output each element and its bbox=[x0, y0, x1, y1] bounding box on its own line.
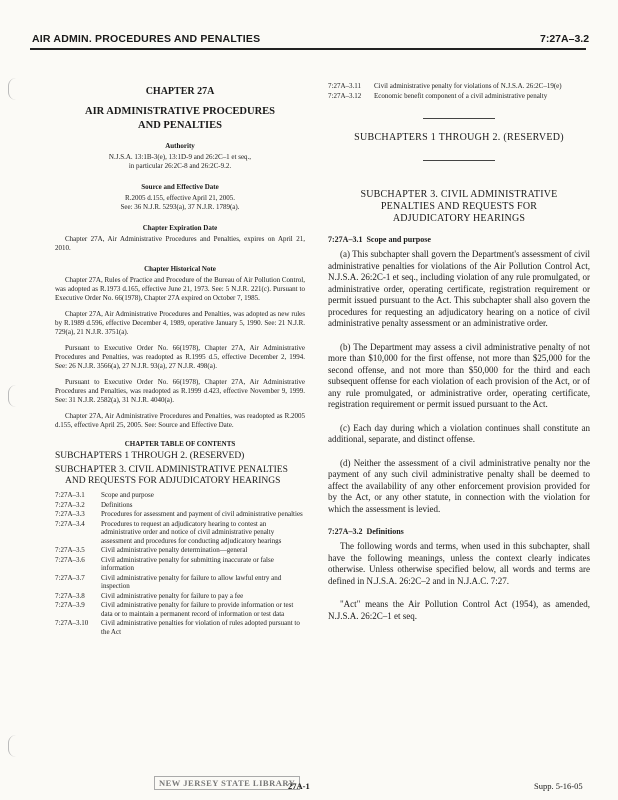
subchapter-3-heading-line: PENALTIES AND REQUESTS FOR bbox=[380, 201, 538, 212]
toc-entry[interactable] bbox=[55, 546, 305, 555]
definitions-intro: The following words and terms, when used in this subchapter, shall have the following meanings, unless the context clearly indicates otherwise. Unless otherwise specified below, all words and terms are defined in N.J.S.A. 26:2C–2 and in N.J.A.C. 7:27. bbox=[328, 541, 590, 586]
historical-note bbox=[55, 276, 305, 430]
chapter-title-line: AIR ADMINISTRATIVE PROCEDURES bbox=[85, 106, 275, 117]
toc-entry-number: 7:27A–3.9 bbox=[55, 601, 85, 609]
toc-entry-number: 7:27A–3.5 bbox=[55, 546, 85, 554]
paragraph-d: (d) Neither the assessment of a civil administrative penalty nor the payment of any such civil administrative penalty shall be deemed to affect the availability of any other enforcement provision provided for by the Act, or any other statute, in connection with the violation for which the assessment is levied. bbox=[328, 457, 590, 514]
toc-entry[interactable] bbox=[55, 619, 305, 636]
toc-entry-title: Scope and purpose bbox=[101, 491, 154, 499]
toc-entry-title: Civil administrative penalty for failure to allow lawful entry and inspection bbox=[101, 573, 282, 590]
section-divider bbox=[423, 118, 495, 119]
toc-entry-title: Civil administrative penalty for failure to provide information or test data or to maintain a permanent record of information or test data bbox=[101, 601, 294, 618]
toc-entry-title: Civil administrative penalties for violation of rules adopted pursuant to the Act bbox=[101, 619, 300, 636]
chapter-number: CHAPTER 27A bbox=[145, 86, 215, 97]
toc-entry[interactable] bbox=[55, 592, 305, 601]
paragraph-c: (c) Each day during which a violation continues shall constitute an additional, separate, and distinct offense. bbox=[328, 422, 590, 444]
historical-paragraph: Pursuant to Executive Order No. 66(1978), Chapter 27A, Air Administrative Procedures and Penalties, was readopted as R.1995 d.5, effective December 2, 1994. See: 26 N.J.R. 3566(a), 27 N.J.R. 93(a), 27 N.J.R. 498(a). bbox=[55, 344, 305, 370]
section-3-1-heading bbox=[328, 235, 590, 244]
left-column bbox=[55, 82, 305, 637]
header-rule bbox=[30, 48, 586, 50]
margin-punch-mark bbox=[8, 735, 23, 757]
historical-paragraph: Pursuant to Executive Order No. 66(1978), Chapter 27A, Air Administrative Procedures and Penalties, was readopted as R.1999 d.423, effective November 9, 1999. See: 31 N.J.R. 2582(a), 31 N.J.R. 4040(a). bbox=[55, 378, 305, 404]
running-header-title: AIR ADMIN. PROCEDURES AND PENALTIES bbox=[32, 33, 261, 45]
toc-entry-title: Definitions bbox=[101, 500, 133, 509]
toc-entry[interactable] bbox=[328, 82, 590, 91]
toc-entry-number: 7:27A–3.11 bbox=[328, 82, 361, 90]
toc-entry-number: 7:27A–3.12 bbox=[328, 91, 362, 100]
source-line: See: 36 N.J.R. 5293(a), 37 N.J.R. 1789(a). bbox=[120, 203, 240, 211]
toc-entry-number: 7:27A–3.10 bbox=[55, 619, 89, 627]
toc-entry-title: Civil administrative penalty determination—general bbox=[101, 546, 248, 554]
toc-entry[interactable] bbox=[55, 601, 305, 618]
section-3-2-heading bbox=[328, 527, 590, 536]
toc-entry-title: Economic benefit component of a civil administrative penalty bbox=[374, 91, 548, 100]
historical-paragraph: Chapter 27A, Air Administrative Procedures and Penalties, was readopted as R.2005 d.155, effective April 25, 2005. See: Source and Effective Date. bbox=[55, 412, 305, 429]
toc-entry-number: 7:27A–3.1 bbox=[55, 491, 85, 499]
toc-entry[interactable] bbox=[55, 510, 305, 519]
expiration-heading: Chapter Expiration Date bbox=[142, 224, 218, 232]
toc-entry-number: 7:27A–3.2 bbox=[55, 500, 85, 509]
toc-list bbox=[55, 491, 305, 636]
toc-entry-number: 7:27A–3.3 bbox=[55, 510, 85, 518]
section-number: 7:27A–3.1 bbox=[328, 235, 363, 244]
definition-act: "Act" means the Air Pollution Control Act (1954), as amended, N.J.S.A. 26:2C–1 et seq. bbox=[328, 599, 590, 621]
expiration-text: Chapter 27A, Air Administrative Procedures and Penalties, expires on April 21, 2010. bbox=[55, 235, 305, 252]
running-header-section: 7:27A–3.2 bbox=[540, 33, 590, 45]
toc-entry-number: 7:27A–3.6 bbox=[55, 555, 85, 564]
toc-entry[interactable] bbox=[328, 92, 590, 101]
right-column bbox=[328, 82, 590, 634]
toc-entry[interactable] bbox=[55, 501, 305, 510]
chapter-title-line: AND PENALTIES bbox=[138, 120, 222, 131]
subchapter-3-heading-line: SUBCHAPTER 3. CIVIL ADMINISTRATIVE bbox=[360, 189, 558, 200]
historical-paragraph: Chapter 27A, Rules of Practice and Procedure of the Bureau of Air Pollution Control, was adopted as R.1973 d.165, effective June 21, 1973. See: 5 N.J.R. 221(c). Pursuant to Executive Order No. 66(1978), Chapter 27A expired on October 7, 1985. bbox=[55, 276, 305, 302]
toc-entry-number: 7:27A–3.8 bbox=[55, 591, 85, 600]
subchapter-3-heading bbox=[328, 189, 590, 225]
toc-entry[interactable] bbox=[55, 491, 305, 500]
library-stamp: NEW JERSEY STATE LIBRARY bbox=[154, 776, 300, 790]
paragraph-b: (b) The Department may assess a civil administrative penalty of not more than $10,000 for the first offense, not more than $25,000 for the second offense, and not more than $50,000 for the third and each subsequent offense for each violation of each provision of the Act, or of any rule promulgated, or administrative order, operating certificate, registration requirement or permit issued pursuant to the Act. bbox=[328, 341, 590, 409]
historical-paragraph: Chapter 27A, Air Administrative Procedures and Penalties, was adopted as new rules by R.1989 d.596, effective December 4, 1989, operative January 5, 1990. See: 21 N.J.R. 729(a), 21 N.J.R. 3751(a). bbox=[55, 310, 305, 336]
paragraph-a: (a) This subchapter shall govern the Department's assessment of civil administrative penalties for violations of the Air Pollution Control Act, N.J.S.A. 26:2C-1 et seq., including violation of any rule promulgated, or administrative order, operating certificate, registration requirement or permit issued pursuant to the Act. This subchapter shall also govern the procedures for requesting an adjudicatory hearing on a notice of civil administrative penalty assessment or an administrative order. bbox=[328, 249, 590, 328]
toc-entry-number: 7:27A–3.7 bbox=[55, 573, 85, 582]
toc-subchapter-3: SUBCHAPTER 3. CIVIL ADMINISTRATIVE PENALTIES AND REQUESTS FOR ADJUDICATORY HEARINGS bbox=[55, 465, 288, 486]
section-number: 7:27A–3.2 bbox=[328, 527, 363, 536]
chapter-title bbox=[55, 105, 305, 133]
subchapters-1-2-heading: SUBCHAPTERS 1 THROUGH 2. (RESERVED) bbox=[354, 132, 564, 143]
authority-line: in particular 26:2C-8 and 26:2C-9.2. bbox=[128, 162, 232, 170]
subchapter-3-heading-line: ADJUDICATORY HEARINGS bbox=[392, 213, 526, 224]
margin-punch-mark bbox=[8, 78, 23, 100]
authority-line: N.J.S.A. 13:1B-3(e), 13:1D-9 and 26:2C–1 et seq., bbox=[108, 153, 252, 161]
margin-punch-mark bbox=[8, 385, 23, 407]
supplement-date: Supp. 5-16-05 bbox=[534, 781, 583, 791]
toc-entry-title: Civil administrative penalty for submitting inaccurate or false information bbox=[101, 555, 274, 572]
toc-subchapters-1-2: SUBCHAPTERS 1 THROUGH 2. (RESERVED) bbox=[55, 451, 245, 461]
section-3-2-body bbox=[328, 541, 590, 622]
source-heading: Source and Effective Date bbox=[141, 183, 219, 191]
page-number: 27A-1 bbox=[288, 781, 310, 791]
toc-entry-number: 7:27A–3.4 bbox=[55, 519, 85, 528]
source-line: R.2005 d.155, effective April 21, 2005. bbox=[125, 194, 235, 202]
toc-entry-title: Procedures to request an adjudicatory hearing to contest an administrative order and notice of civil administrative penalty assessment and procedures for conducting adjudicatory hearings bbox=[101, 519, 282, 545]
section-title: Definitions bbox=[366, 527, 404, 536]
section-divider bbox=[423, 160, 495, 161]
section-3-1-body bbox=[328, 249, 590, 515]
section-title: Scope and purpose bbox=[366, 235, 431, 244]
toc-entry[interactable] bbox=[55, 556, 305, 573]
toc-entry[interactable] bbox=[55, 574, 305, 591]
historical-note-heading: Chapter Historical Note bbox=[144, 265, 216, 273]
toc-entry-title: Procedures for assessment and payment of civil administrative penalties bbox=[101, 510, 303, 518]
toc-entry[interactable] bbox=[55, 520, 305, 546]
toc-entry-title: Civil administrative penalty for violations of N.J.S.A. 26:2C–19(e) bbox=[374, 82, 562, 90]
toc-entry-title: Civil administrative penalty for failure to pay a fee bbox=[101, 591, 244, 600]
authority-heading: Authority bbox=[165, 142, 195, 150]
toc-heading: CHAPTER TABLE OF CONTENTS bbox=[124, 440, 236, 448]
